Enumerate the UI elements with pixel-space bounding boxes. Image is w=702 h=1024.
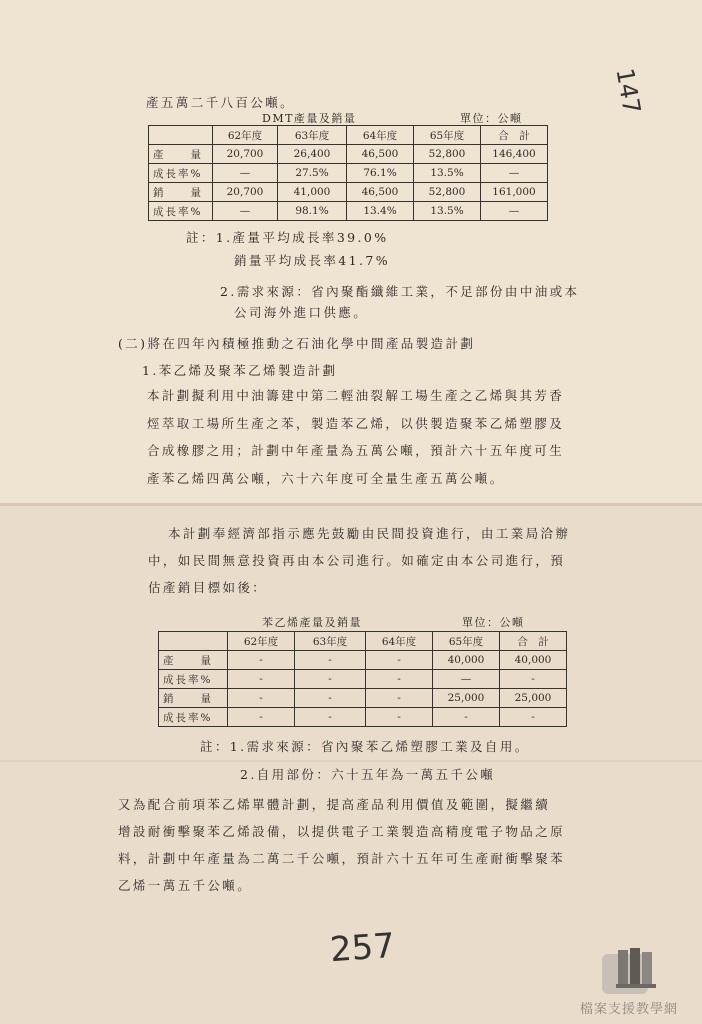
table-cell: -	[295, 689, 366, 708]
table-cell: 25,000	[433, 689, 500, 708]
table-header-cell: 63年度	[278, 126, 347, 145]
table-cell: -	[366, 651, 433, 670]
table-row-label: 銷 量	[149, 183, 213, 202]
table-cell: -	[500, 670, 567, 689]
table-cell: -	[295, 708, 366, 727]
table-cell: 76.1%	[347, 164, 414, 183]
table-cell: 20,700	[213, 183, 278, 202]
para2-line-3: 估產銷目標如後：	[148, 580, 268, 595]
table-row-label: 銷 量	[159, 689, 228, 708]
page-fold-lower	[0, 760, 702, 762]
table-row	[159, 689, 567, 708]
table-cell: -	[228, 670, 295, 689]
table-row-label: 成長率%	[159, 670, 228, 689]
dmt-note-2b: 公司海外進口供應。	[234, 305, 369, 320]
dmt-production-sales-table	[148, 125, 548, 221]
table-header-cell: 62年度	[228, 632, 295, 651]
handwritten-margin-number: 147	[610, 66, 646, 116]
para1-line-2: 烴萃取工場所生產之苯，製造苯乙烯，以供製造聚苯乙烯塑膠及	[147, 416, 565, 431]
page-fold	[0, 503, 702, 506]
table-header-cell: 64年度	[366, 632, 433, 651]
table-cell: —	[213, 164, 278, 183]
table-row	[159, 670, 567, 689]
dmt-table-title: DMT產量及銷量	[262, 112, 357, 125]
table-cell: 40,000	[500, 651, 567, 670]
section-heading: (二)將在四年內積極推動之石油化學中間產品製造計劃	[118, 336, 476, 351]
sm-note-2: 2.自用部份：六十五年為一萬五千公噸	[240, 767, 496, 782]
table-cell: 161,000	[481, 183, 548, 202]
table-cell: -	[500, 708, 567, 727]
table-cell: -	[228, 689, 295, 708]
handwritten-page-number: 257	[328, 925, 397, 971]
para1-line-1: 本計劃擬利用中油籌建中第二輕油裂解工場生產之乙烯與其芳香	[147, 388, 565, 403]
table-header-row	[149, 126, 548, 145]
table-header-cell: 65年度	[433, 632, 500, 651]
table-row	[149, 145, 548, 164]
dmt-note-1b: 銷量平均成長率41.7%	[234, 253, 391, 268]
table-cell: —	[433, 670, 500, 689]
table-cell: -	[228, 708, 295, 727]
table-cell: -	[295, 651, 366, 670]
para3-line-4: 乙烯一萬五千公噸。	[118, 878, 253, 893]
para2-line-1: 本計劃奉經濟部指示應先鼓勵由民間投資進行，由工業局洽辦	[168, 526, 571, 541]
table-header-cell	[149, 126, 213, 145]
table-cell: 46,500	[347, 145, 414, 164]
dmt-note-1: 註：1.產量平均成長率39.0%	[186, 230, 389, 245]
table-header-cell: 合 計	[500, 632, 567, 651]
table-cell: 13.5%	[414, 164, 481, 183]
table-cell: -	[433, 708, 500, 727]
table-row	[149, 202, 548, 221]
subsection-heading: 1.苯乙烯及聚苯乙烯製造計劃	[142, 363, 338, 378]
table-cell: 146,400	[481, 145, 548, 164]
table-cell: —	[481, 164, 548, 183]
sm-table-title: 苯乙烯產量及銷量	[262, 616, 362, 629]
table-cell: -	[366, 708, 433, 727]
para3-line-3: 料，計劃中年產量為二萬二千公噸，預計六十五年可生產耐衝擊聚苯	[118, 851, 566, 866]
table-cell: 27.5%	[278, 164, 347, 183]
table-cell: —	[213, 202, 278, 221]
table-cell: -	[366, 689, 433, 708]
table-cell: 41,000	[278, 183, 347, 202]
styrene-production-sales-table	[158, 631, 567, 727]
table-cell: 40,000	[433, 651, 500, 670]
table-header-row	[159, 632, 567, 651]
table-row-label: 成長率%	[159, 708, 228, 727]
table-cell: 13.4%	[347, 202, 414, 221]
table-cell: -	[295, 670, 366, 689]
table-cell: 98.1%	[278, 202, 347, 221]
table-header-cell: 64年度	[347, 126, 414, 145]
para3-line-1: 又為配合前項苯乙烯單體計劃，提高產品利用價值及範圍，擬繼續	[118, 797, 551, 812]
table-header-cell: 65年度	[414, 126, 481, 145]
para3-line-2: 增設耐衝擊聚苯乙烯設備，以提供電子工業製造高精度電子物品之原	[118, 824, 566, 839]
table-row-label: 產 量	[149, 145, 213, 164]
table-cell: 52,800	[414, 183, 481, 202]
table-header-cell	[159, 632, 228, 651]
table-cell: 26,400	[278, 145, 347, 164]
sm-note-1: 註：1.需求來源：省內聚苯乙烯塑膠工業及自用。	[200, 739, 530, 754]
para1-line-3: 合成橡膠之用；計劃中年產量為五萬公噸，預計六十五年度可生	[147, 443, 565, 458]
table-row	[149, 183, 548, 202]
sm-table-unit: 單位：公噸	[462, 616, 525, 629]
table-row	[159, 651, 567, 670]
books-logo-icon	[596, 944, 692, 1004]
table-cell: —	[481, 202, 548, 221]
table-cell: 20,700	[213, 145, 278, 164]
text-line-top: 產五萬二千八百公噸。	[146, 95, 296, 110]
table-cell: 46,500	[347, 183, 414, 202]
table-cell: -	[228, 651, 295, 670]
table-row-label: 成長率%	[149, 164, 213, 183]
para1-line-4: 產苯乙烯四萬公噸，六十六年度可全量生產五萬公噸。	[147, 471, 505, 486]
dmt-table-unit: 單位：公噸	[460, 112, 523, 125]
table-cell: 25,000	[500, 689, 567, 708]
table-row-label: 產 量	[159, 651, 228, 670]
table-row-label: 成長率%	[149, 202, 213, 221]
table-cell: -	[366, 670, 433, 689]
dmt-note-2a: 2.需求來源：省內聚酯纖維工業，不足部份由中油或本	[220, 284, 580, 299]
watermark-text: 檔案支援教學網	[580, 1002, 679, 1017]
table-cell: 13.5%	[414, 202, 481, 221]
table-header-cell: 62年度	[213, 126, 278, 145]
para2-line-2: 中，如民間無意投資再由本公司進行。如確定由本公司進行，預	[148, 553, 566, 568]
table-row	[159, 708, 567, 727]
table-row	[149, 164, 548, 183]
table-cell: 52,800	[414, 145, 481, 164]
table-header-cell: 63年度	[295, 632, 366, 651]
table-header-cell: 合 計	[481, 126, 548, 145]
